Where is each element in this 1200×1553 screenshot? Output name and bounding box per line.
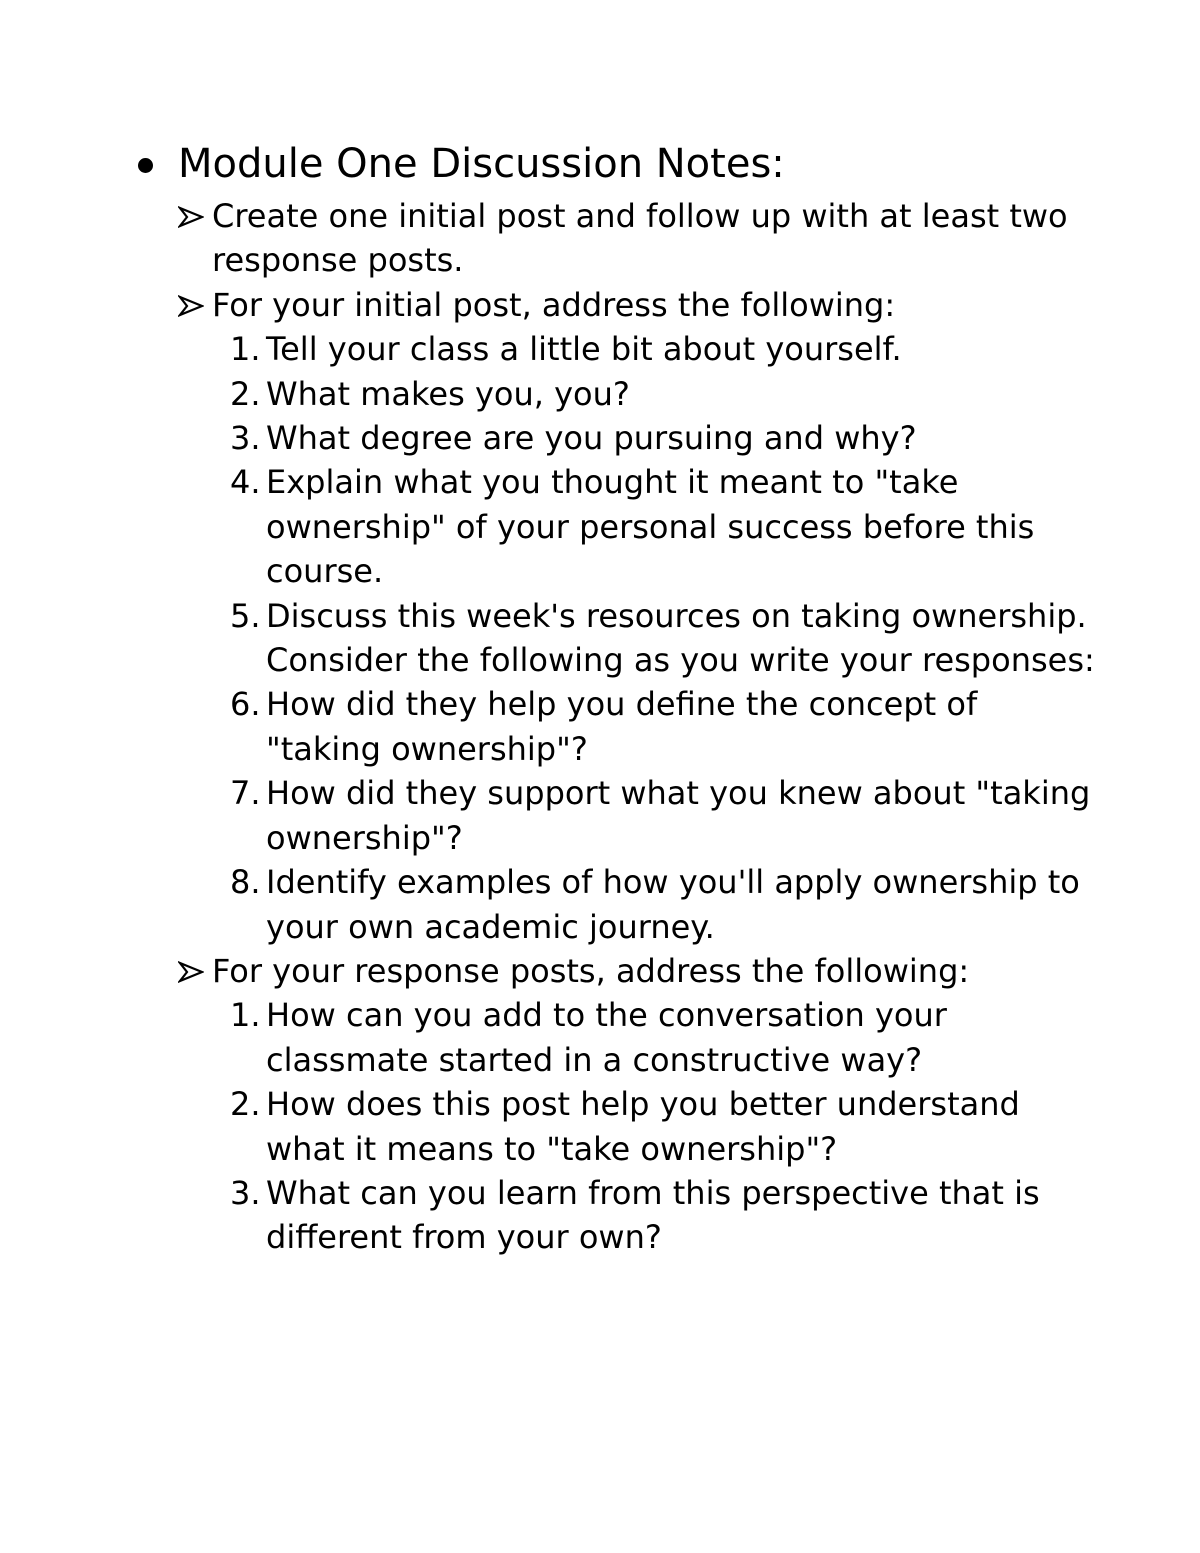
item-text: Discuss this week's resources on taking ownership. Consider the following as you write your responses: [266,596,1095,680]
item-number: 2. [230,1085,261,1124]
item-text: What degree are you pursuing and why? [266,419,917,458]
item-number: 3. [230,1173,261,1212]
item-number: 1. [230,330,261,369]
item-number: 1. [230,996,261,1035]
item-text: How did they support what you knew about "taking ownership"? [266,774,1091,857]
arrow-bullet-icon [178,961,204,983]
bullet-icon [138,158,153,173]
item-number: 6. [230,685,261,724]
numbered-item [178,1171,1098,1260]
section-text: Create one initial post and follow up with at least two response posts. [212,197,1068,280]
arrow-bullet-item [178,283,1098,327]
item-number: 3. [230,419,261,458]
item-text: Identify examples of how you'll apply ownership to your own academic journey. [266,863,1080,946]
heading: Module One Discussion Notes: [178,141,785,187]
numbered-item [178,860,1098,949]
numbered-item [178,771,1098,860]
section-text: For your initial post, address the following: [212,285,896,324]
arrow-bullet-item [178,194,1098,283]
item-number: 4. [230,463,261,502]
numbered-item [178,416,1098,460]
item-text: What can you learn from this perspective that is different from your own? [266,1173,1040,1257]
arrow-bullet-icon [178,295,204,317]
section-text: For your response posts, address the following: [212,951,970,990]
item-number: 7. [230,774,261,813]
item-text: What makes you, you? [266,374,630,413]
numbered-item [178,594,1098,683]
arrow-bullet-icon [178,206,204,228]
item-text: How can you add to the conversation your classmate started in a constructive way? [266,996,947,1079]
item-text: How does this post help you better understand what it means to "take ownership"? [266,1085,1020,1168]
item-number: 8. [230,863,261,902]
main-bullet-item [138,136,1118,196]
item-text: Tell your class a little bit about yourself. [266,330,902,369]
numbered-item [178,327,1098,371]
arrow-bullet-item [178,949,1098,993]
numbered-item [178,460,1098,593]
item-text: Explain what you thought it meant to "take ownership" of your personal success before this course. [266,463,1035,591]
notes-list [178,194,1098,1260]
numbered-item [178,1082,1098,1171]
item-number: 5. [230,596,261,635]
numbered-item [178,682,1098,771]
item-text: How did they help you define the concept of "taking ownership"? [266,685,978,768]
numbered-item [178,372,1098,416]
numbered-item [178,993,1098,1082]
item-number: 2. [230,374,261,413]
